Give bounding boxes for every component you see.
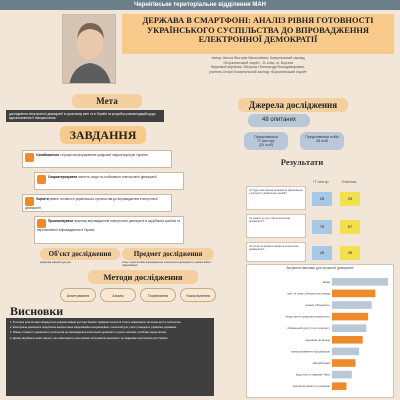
conclusion-item: 3. Рівень готовності українського суспільства до впровадження електронної демократії є досить високим, особливо серед молоді. (10, 331, 167, 335)
bar (332, 371, 352, 379)
bar-label: недовіра до влади (305, 337, 330, 342)
results-heading: Результати (280, 157, 324, 167)
group-line: Представники (254, 135, 278, 139)
bar-label: маніпулювання інформацією (291, 349, 330, 354)
chart-title: Актуальні виклики для сучасної демократії (286, 266, 354, 270)
question-card: Чи готові ви використовувати електронну демократію? (246, 242, 306, 262)
bar-label: ідеї і в свою обізнати про владу (287, 291, 330, 296)
bar (332, 324, 366, 332)
question-card: Чи знаєте ви, що таке електронна демократія? (246, 214, 306, 238)
object-heading: Об'єкт дослідження (40, 248, 120, 260)
tasks-heading: ЗАВДАННЯ (60, 126, 146, 144)
bar (332, 301, 372, 309)
author-line: Автор: Кисла Вікторія Миколаївна, Комунальний заклад (211, 56, 305, 60)
bar (332, 348, 359, 356)
conclusions-heading: Висновки (10, 304, 64, 318)
task-text: поняття, види та особливості електронної демократії; (77, 175, 158, 179)
author-line: «Борзнянський ліцей», 11 клас, м. Борзна (223, 60, 293, 65)
conclusion-item: 1. В останні роки активно формується цифрова інфраструктура України. Цифрові технології стають невід'ємною частиною життя суспільства. (10, 321, 182, 324)
supervisor-line: Науковий керівник: Матусик Олександр Володимирович, (210, 65, 306, 70)
poster-title: ДЕРЖАВА В СМАРТФОНІ: АНАЛІЗ РІВНЯ ГОТОВНОСТІ УКРАЇНСЬКОГО СУСПІЛЬСТВА ДО ВПРОВАДЖЕННЯ ЕЛЕКТРОННОЇ ДЕМОКРАТІЇ (122, 14, 394, 54)
task-item (34, 172, 184, 190)
bar-label: низька обізнаність (305, 303, 330, 307)
result-value: 25 (340, 192, 360, 206)
task-text: рівень готовності українського суспільства до впровадження електронної демократії; (25, 197, 158, 210)
author-portrait-image (63, 15, 116, 84)
challenges-bar-chart (246, 274, 394, 396)
subject-text: Стан і перспективи впровадження електронної демократії в умовах війни і цифровізації. (122, 261, 212, 268)
object-text: Цифрова інфраструктура. (40, 261, 72, 264)
column-header: IT сектор (313, 180, 329, 184)
bar (332, 313, 368, 321)
method-item: Узагальнення (180, 288, 216, 302)
task-text: з процесом формування цифрової інфраструктури України; (60, 153, 149, 157)
bar (332, 278, 388, 286)
group-line: IT-сектору (257, 139, 275, 143)
group-line: Представники осіби (305, 135, 339, 139)
result-value: 25 (312, 192, 332, 206)
question-card: Чи буде електронна демократія ефективною у контексті українських реалій? (246, 186, 306, 210)
sources-heading: Джерела дослідження (238, 98, 348, 112)
task-item (22, 194, 172, 212)
respondent-group-education (300, 132, 344, 150)
bar-label: відсутність правової бази (295, 372, 330, 377)
respondents-count: 48 опитаних (248, 114, 310, 127)
task-text: практику впровадження електронної демократії в зарубіжних країнах та перспективи її впровадження в Україні; (37, 219, 181, 232)
group-line: (20 осіб) (258, 143, 274, 147)
document-icon (37, 175, 46, 184)
bar-label: кібербезпека (312, 361, 330, 365)
task-verb: Охарактеризувати (48, 175, 78, 179)
conclusions-panel (6, 318, 214, 396)
supervisor-line: учитель історії Комунальний заклад «Борзнянський ліцей» (209, 69, 307, 74)
bar-label: низька активність громадян (292, 384, 330, 389)
subject-heading: Предмет дослідження (122, 248, 214, 260)
gear-icon (25, 153, 34, 162)
method-item: Анкетування (60, 288, 96, 302)
task-item (22, 150, 172, 168)
column-header: Освітяни (341, 180, 357, 184)
bar-label: війна (323, 279, 330, 284)
result-value: 57 (340, 220, 360, 234)
respondent-group-it (244, 132, 288, 150)
group-line: 28 осіб (316, 139, 328, 143)
result-value: 35 (340, 246, 360, 260)
bar-label: недостатня цифрова грамотність (285, 314, 330, 319)
task-verb: Оцінити (36, 197, 49, 201)
bar (332, 290, 375, 298)
result-value: 75 (312, 220, 332, 234)
organization-banner: Чернігівське територіальне відділення МАН (0, 0, 400, 10)
author-info (122, 56, 394, 74)
task-verb: Проаналізувати (48, 219, 74, 223)
bar (332, 359, 355, 367)
methods-heading: Методи дослідження (88, 270, 198, 284)
bar (332, 382, 346, 390)
chart-icon (25, 197, 34, 206)
method-item: Порівняння (140, 288, 176, 302)
task-item (34, 216, 184, 244)
bar-label: обмежений доступ до інтернету (287, 326, 330, 331)
magnifier-icon (37, 219, 46, 228)
meta-heading: Мета (72, 94, 142, 108)
conclusion-item: 2. Електронна демократія передбачає використання інформаційно-комунікаційних технологій для участі громадян в управлінні державою. (10, 326, 177, 330)
meta-text: дослідження електронної демократії в сучасному світі та в Україні та розробка рекомендацій щодо вдосконалення її використання. (6, 110, 164, 122)
bar (332, 336, 363, 344)
conclusion-item: 4. Досвід зарубіжних країн свідчить про ефективність електронних інструментів демократії, що відкриває перспективи для України. (10, 336, 169, 340)
task-verb: Ознайомитися (36, 153, 60, 157)
result-value: 25 (312, 246, 332, 260)
method-item: Аналіз (100, 288, 136, 302)
author-photo (62, 14, 116, 84)
